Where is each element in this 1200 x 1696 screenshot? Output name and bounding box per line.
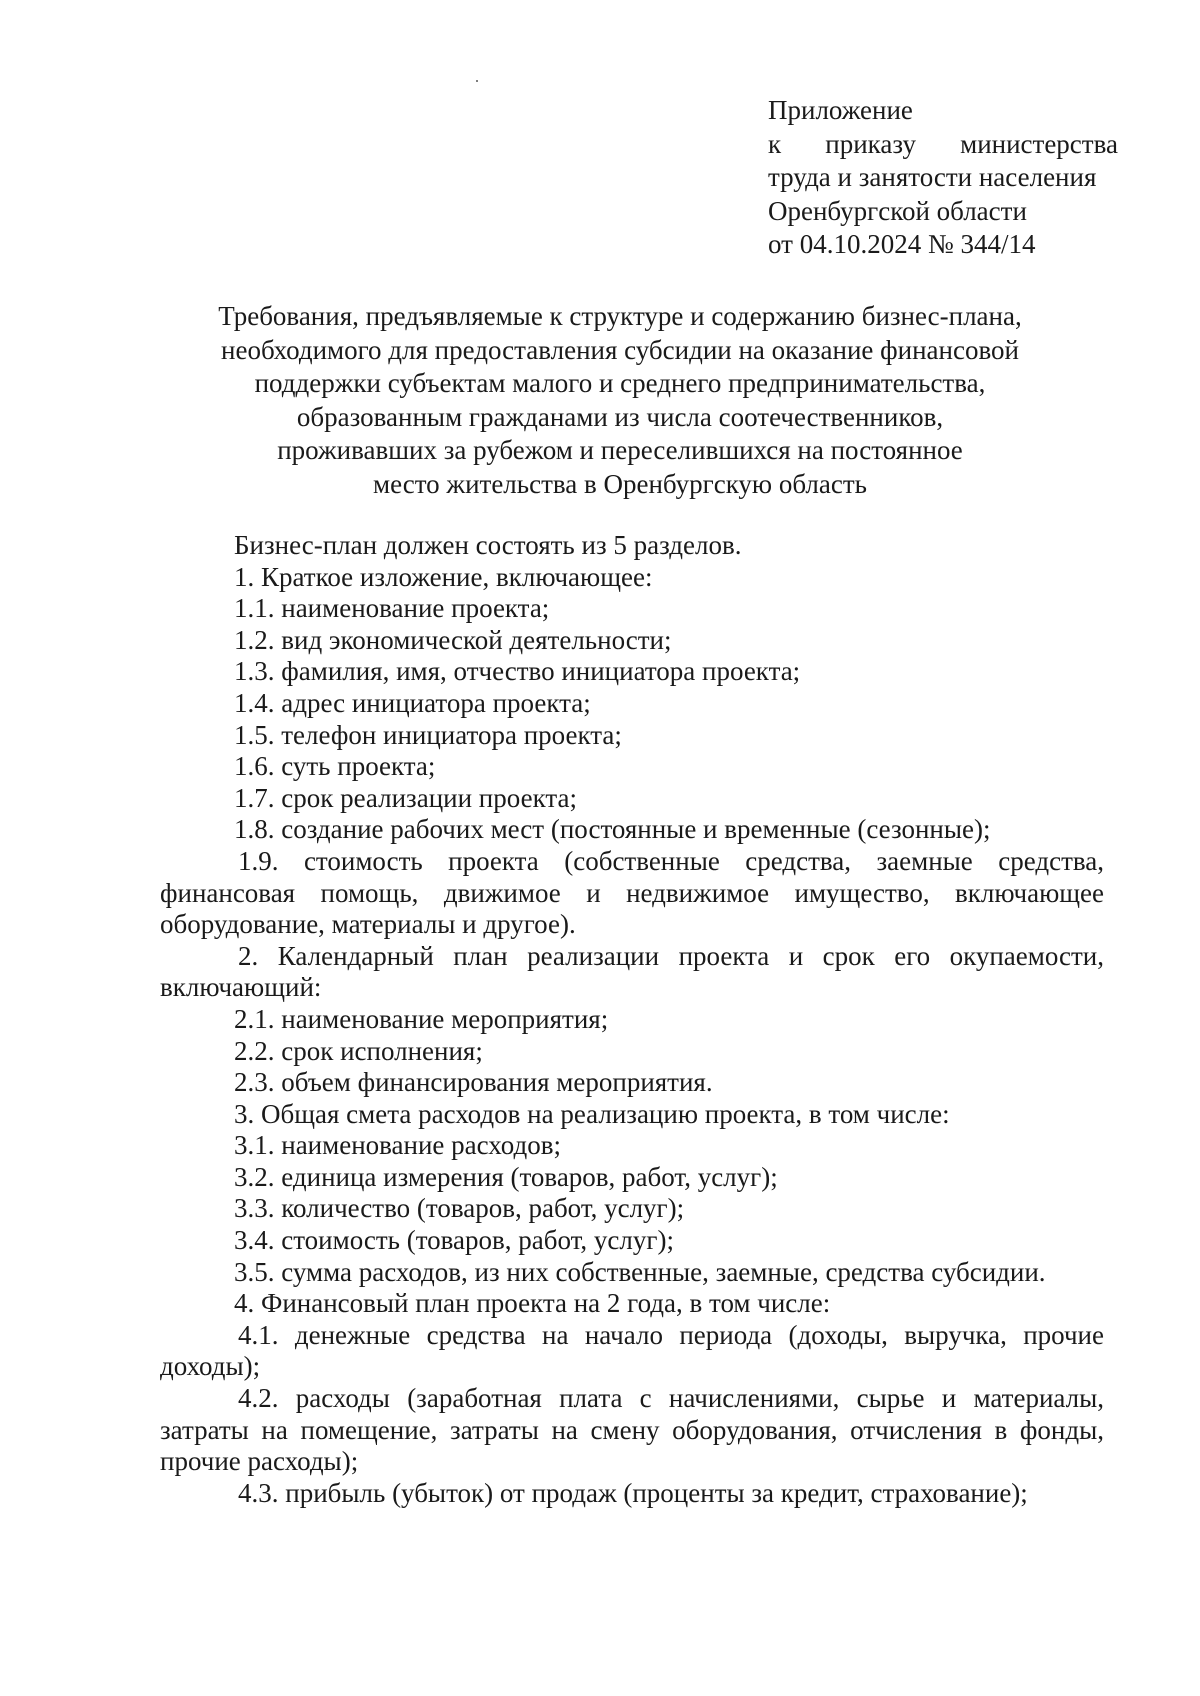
- body-paragraph: 1.8. создание рабочих мест (постоянные и временные (сезонные);: [234, 814, 991, 845]
- appendix-word-ministry: министерства: [960, 128, 1118, 159]
- body-paragraph: 4.3. прибыль (убыток) от продаж (проценты за кредит, страхование);: [238, 1477, 1028, 1508]
- appendix-line-5: от 04.10.2024 № 344/14: [768, 229, 1036, 259]
- body-paragraph: 3. Общая смета расходов на реализацию проекта, в том числе:: [234, 1098, 950, 1129]
- body-paragraph: 2.3. объем финансирования мероприятия.: [234, 1067, 713, 1098]
- appendix-line-3: труда и занятости населения: [768, 162, 1097, 192]
- body-paragraph: Бизнес-план должен состоять из 5 разделов.: [234, 530, 742, 560]
- document-body: [160, 530, 1104, 1509]
- body-paragraph: 3.1. наименование расходов;: [234, 1130, 561, 1161]
- body-paragraph: 1.5. телефон инициатора проекта;: [234, 719, 622, 750]
- title-line: место жительства в Оренбургскую область: [373, 468, 867, 499]
- body-paragraph: 1. Краткое изложение, включающее:: [234, 561, 653, 592]
- body-paragraph: 3.3. количество (товаров, работ, услуг);: [234, 1193, 685, 1224]
- body-paragraph: 3.2. единица измерения (товаров, работ, услуг);: [234, 1161, 778, 1192]
- appendix-word-k: к: [768, 128, 782, 159]
- body-paragraph: 2.1. наименование мероприятия;: [234, 1003, 609, 1034]
- appendix-word-order: приказу: [825, 128, 916, 159]
- body-paragraph: 4.2. расходы (заработная плата с начислениями, сырье и материалы, затраты на помещение, затраты на смену оборудования, отчисления в фонды, прочие расходы);: [160, 1383, 1104, 1477]
- body-paragraph: 1.4. адрес инициатора проекта;: [234, 687, 591, 718]
- body-paragraph: 4. Финансовый план проекта на 2 года, в том числе:: [234, 1288, 831, 1319]
- title-line: проживавших за рубежом и переселившихся на постоянное: [277, 435, 963, 465]
- body-paragraph: 3.5. сумма расходов, из них собственные, заемные, средства субсидии.: [234, 1256, 1046, 1287]
- appendix-line-4: Оренбургской области: [768, 195, 1027, 226]
- body-paragraph: 1.6. суть проекта;: [234, 751, 436, 782]
- body-paragraph: 2. Календарный план реализации проекта и срок его окупаемости, включающий:: [160, 940, 1104, 1003]
- body-paragraph: 1.7. срок реализации проекта;: [234, 782, 577, 813]
- body-paragraph: 1.2. вид экономической деятельности;: [234, 624, 672, 655]
- appendix-header: [768, 94, 1118, 262]
- body-paragraph: 2.2. срок исполнения;: [234, 1035, 483, 1066]
- document-title: [160, 300, 1080, 501]
- body-paragraph: 1.9. стоимость проекта (собственные средства, заемные средства, финансовая помощь, движимое и недвижимое имущество, включающее оборудование, материалы и другое).: [160, 845, 1104, 940]
- title-line: поддержки субъектам малого и среднего предпринимательства,: [254, 368, 986, 398]
- scan-speck: [476, 80, 478, 82]
- title-line: образованным гражданами из числа соотечественников,: [296, 401, 944, 432]
- body-paragraph: 1.1. наименование проекта;: [234, 593, 550, 624]
- title-line: Требования, предъявляемые к структуре и содержанию бизнес-плана,: [218, 301, 1022, 331]
- body-paragraph: 3.4. стоимость (товаров, работ, услуг);: [234, 1225, 674, 1256]
- body-paragraph: 1.3. фамилия, имя, отчество инициатора проекта;: [234, 656, 801, 687]
- appendix-line-2: [768, 128, 1118, 162]
- body-paragraph: 4.1. денежные средства на начало периода (доходы, выручка, прочие доходы);: [160, 1319, 1104, 1382]
- appendix-line-1: Приложение: [768, 95, 913, 125]
- title-line: необходимого для предоставления субсидии на оказание финансовой: [221, 334, 1019, 365]
